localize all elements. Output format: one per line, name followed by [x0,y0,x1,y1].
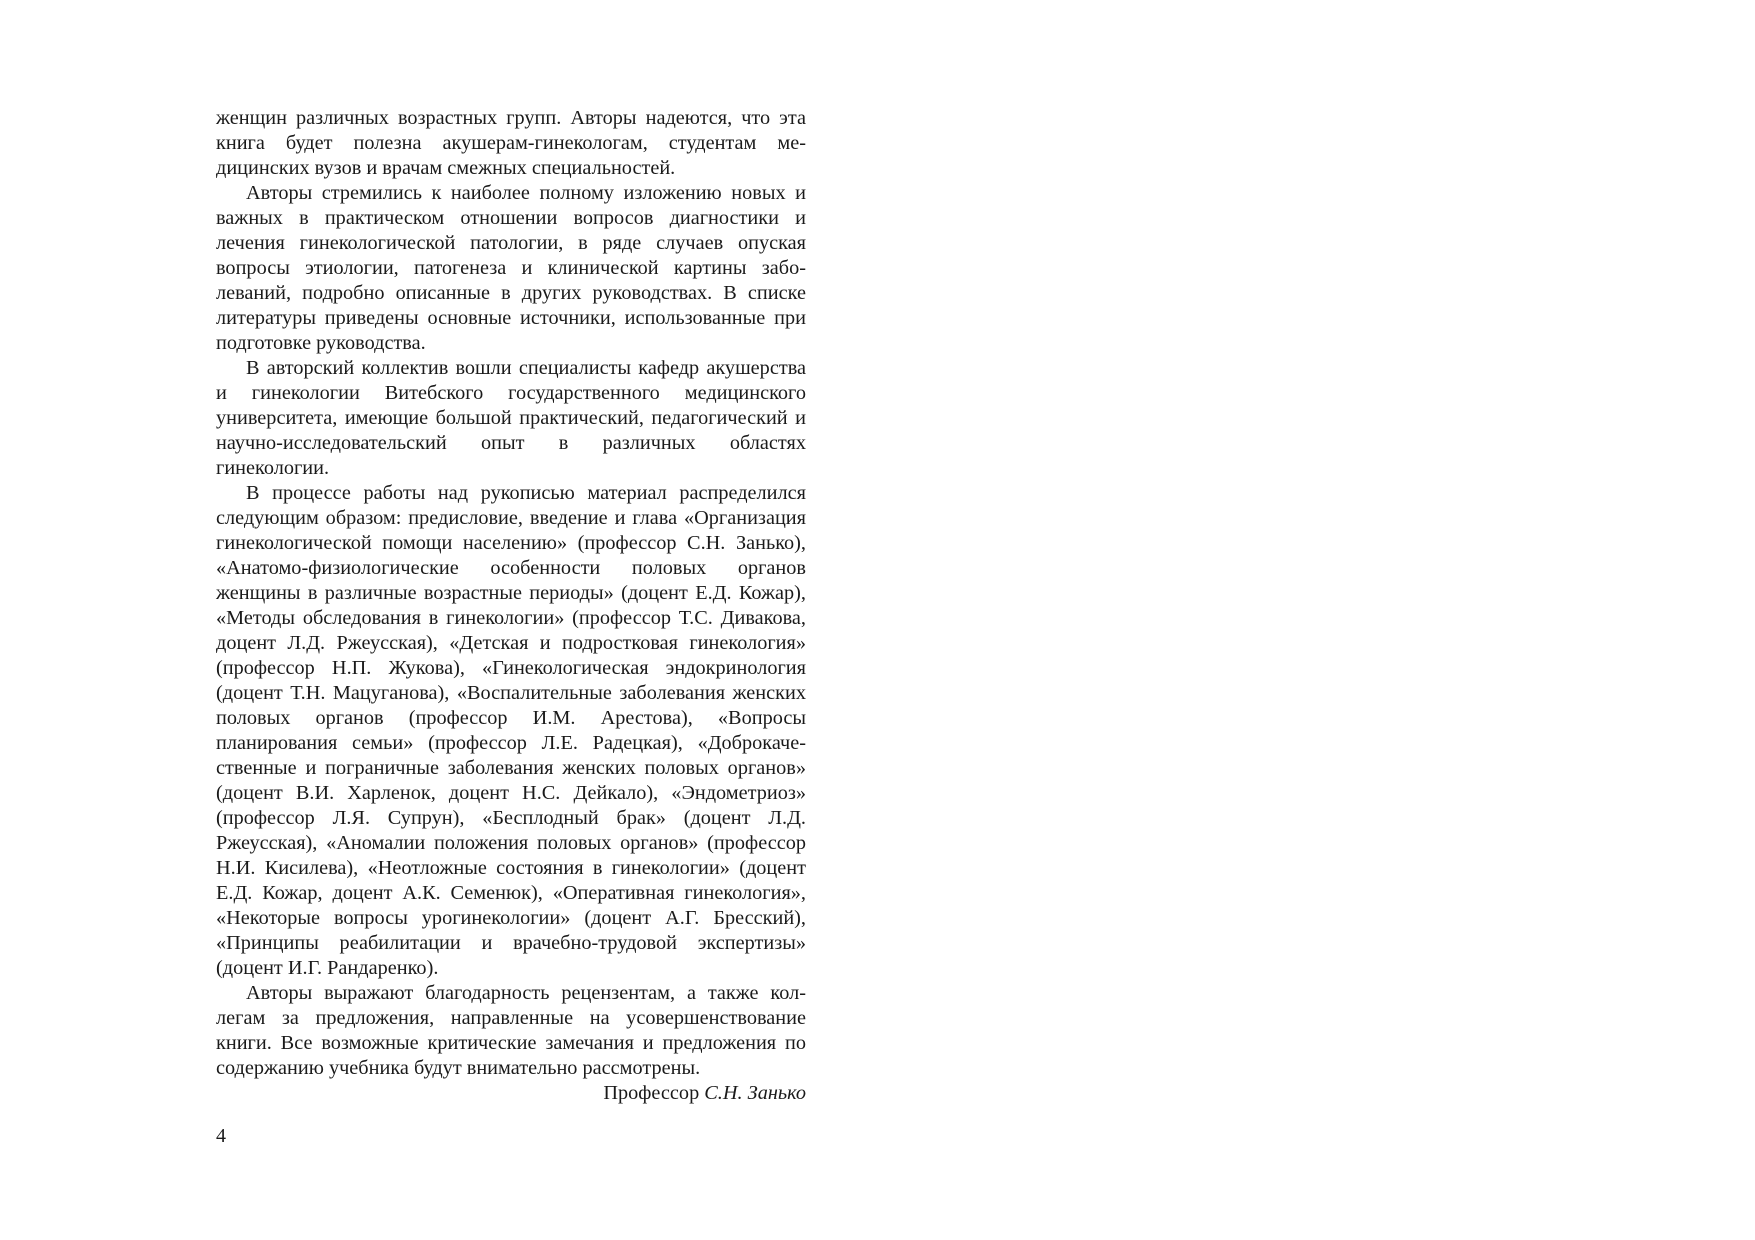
paragraph-intro-continuation: женщин различных возрастных групп. Авторы надеются, что эта книга будет полезна акушерам-гинекологам, студентам медицинских вузов и врачам смежных специальностей. [216,107,806,179]
paragraph-authors-aim: Авторы стремились к наиболее полному изложению новых и важных в практическом отношении вопросов диагностики и лечения гинекологической патологии, в ряде случаев опуская вопросы этиологии, патогенеза и клинической картины заболеваний, подробно описанные в других руководствах. В списке литературы приведены основные источники, использованные при подготовке руководства. [216,182,806,354]
paragraph-authors-team: В авторский коллектив вошли специалисты кафедр акушерства и гинекологии Витебского государственного медицинского университета, имеющие большой практический, педагогический и научно-исследовательский опыт в различных областях гинекологии. [216,357,806,479]
signature-name: С.Н. Занько [704,1082,806,1104]
page-number: 4 [216,1125,226,1147]
signature-title: Профессор [603,1082,705,1104]
signature [216,1081,806,1106]
page-text-column [216,106,806,1106]
paragraph-material-distribution: В процессе работы над рукописью материал распределился следующим образом: предисловие, введение и глава «Организация гинекологической помощи населению» (профессор С.Н. Занько), «Анатомо-физиологические особенности половых органов женщины в различные возрастные периоды» (доцент Е.Д. Кожар), «Методы обследования в гинекологии» (профессор Т.С. Дивакова, доцент Л.Д. Ржеусская), «Детская и подростковая гинекология» (профессор Н.П. Жукова), «Гинекологическая эндокринология (доцент Т.Н. Мацуганова), «Воспалительные заболевания женских половых органов (профессор И.М. Арестова), «Вопросы планирования семьи» (профессор Л.Е. Радецкая), «Доброкачественные и пограничные заболевания женских половых органов» (доцент В.И. Харленок, доцент Н.С. Дейкало), «Эндометриоз» (профессор Л.Я. Супрун), «Бесплодный брак» (доцент Л.Д. Ржеусская), «Аномалии положения половых органов» (профессор Н.И. Кисилева), «Неотложные состояния в гинекологии» (доцент Е.Д. Кожар, доцент А.К. Семенюк), «Оперативная гинекология», «Некоторые вопросы урогинекологии» (доцент А.Г. Бресский), «Принципы реабилитации и врачебно-трудовой экспертизы» (доцент И.Г. Рандаренко). [216,482,806,979]
paragraph-acknowledgements: Авторы выражают благодарность рецензентам, а также коллегам за предложения, направленные на усовершенствование книги. Все возможные критические замечания и предложения по содержанию учебника будут внимательно рассмотрены. [216,982,806,1079]
